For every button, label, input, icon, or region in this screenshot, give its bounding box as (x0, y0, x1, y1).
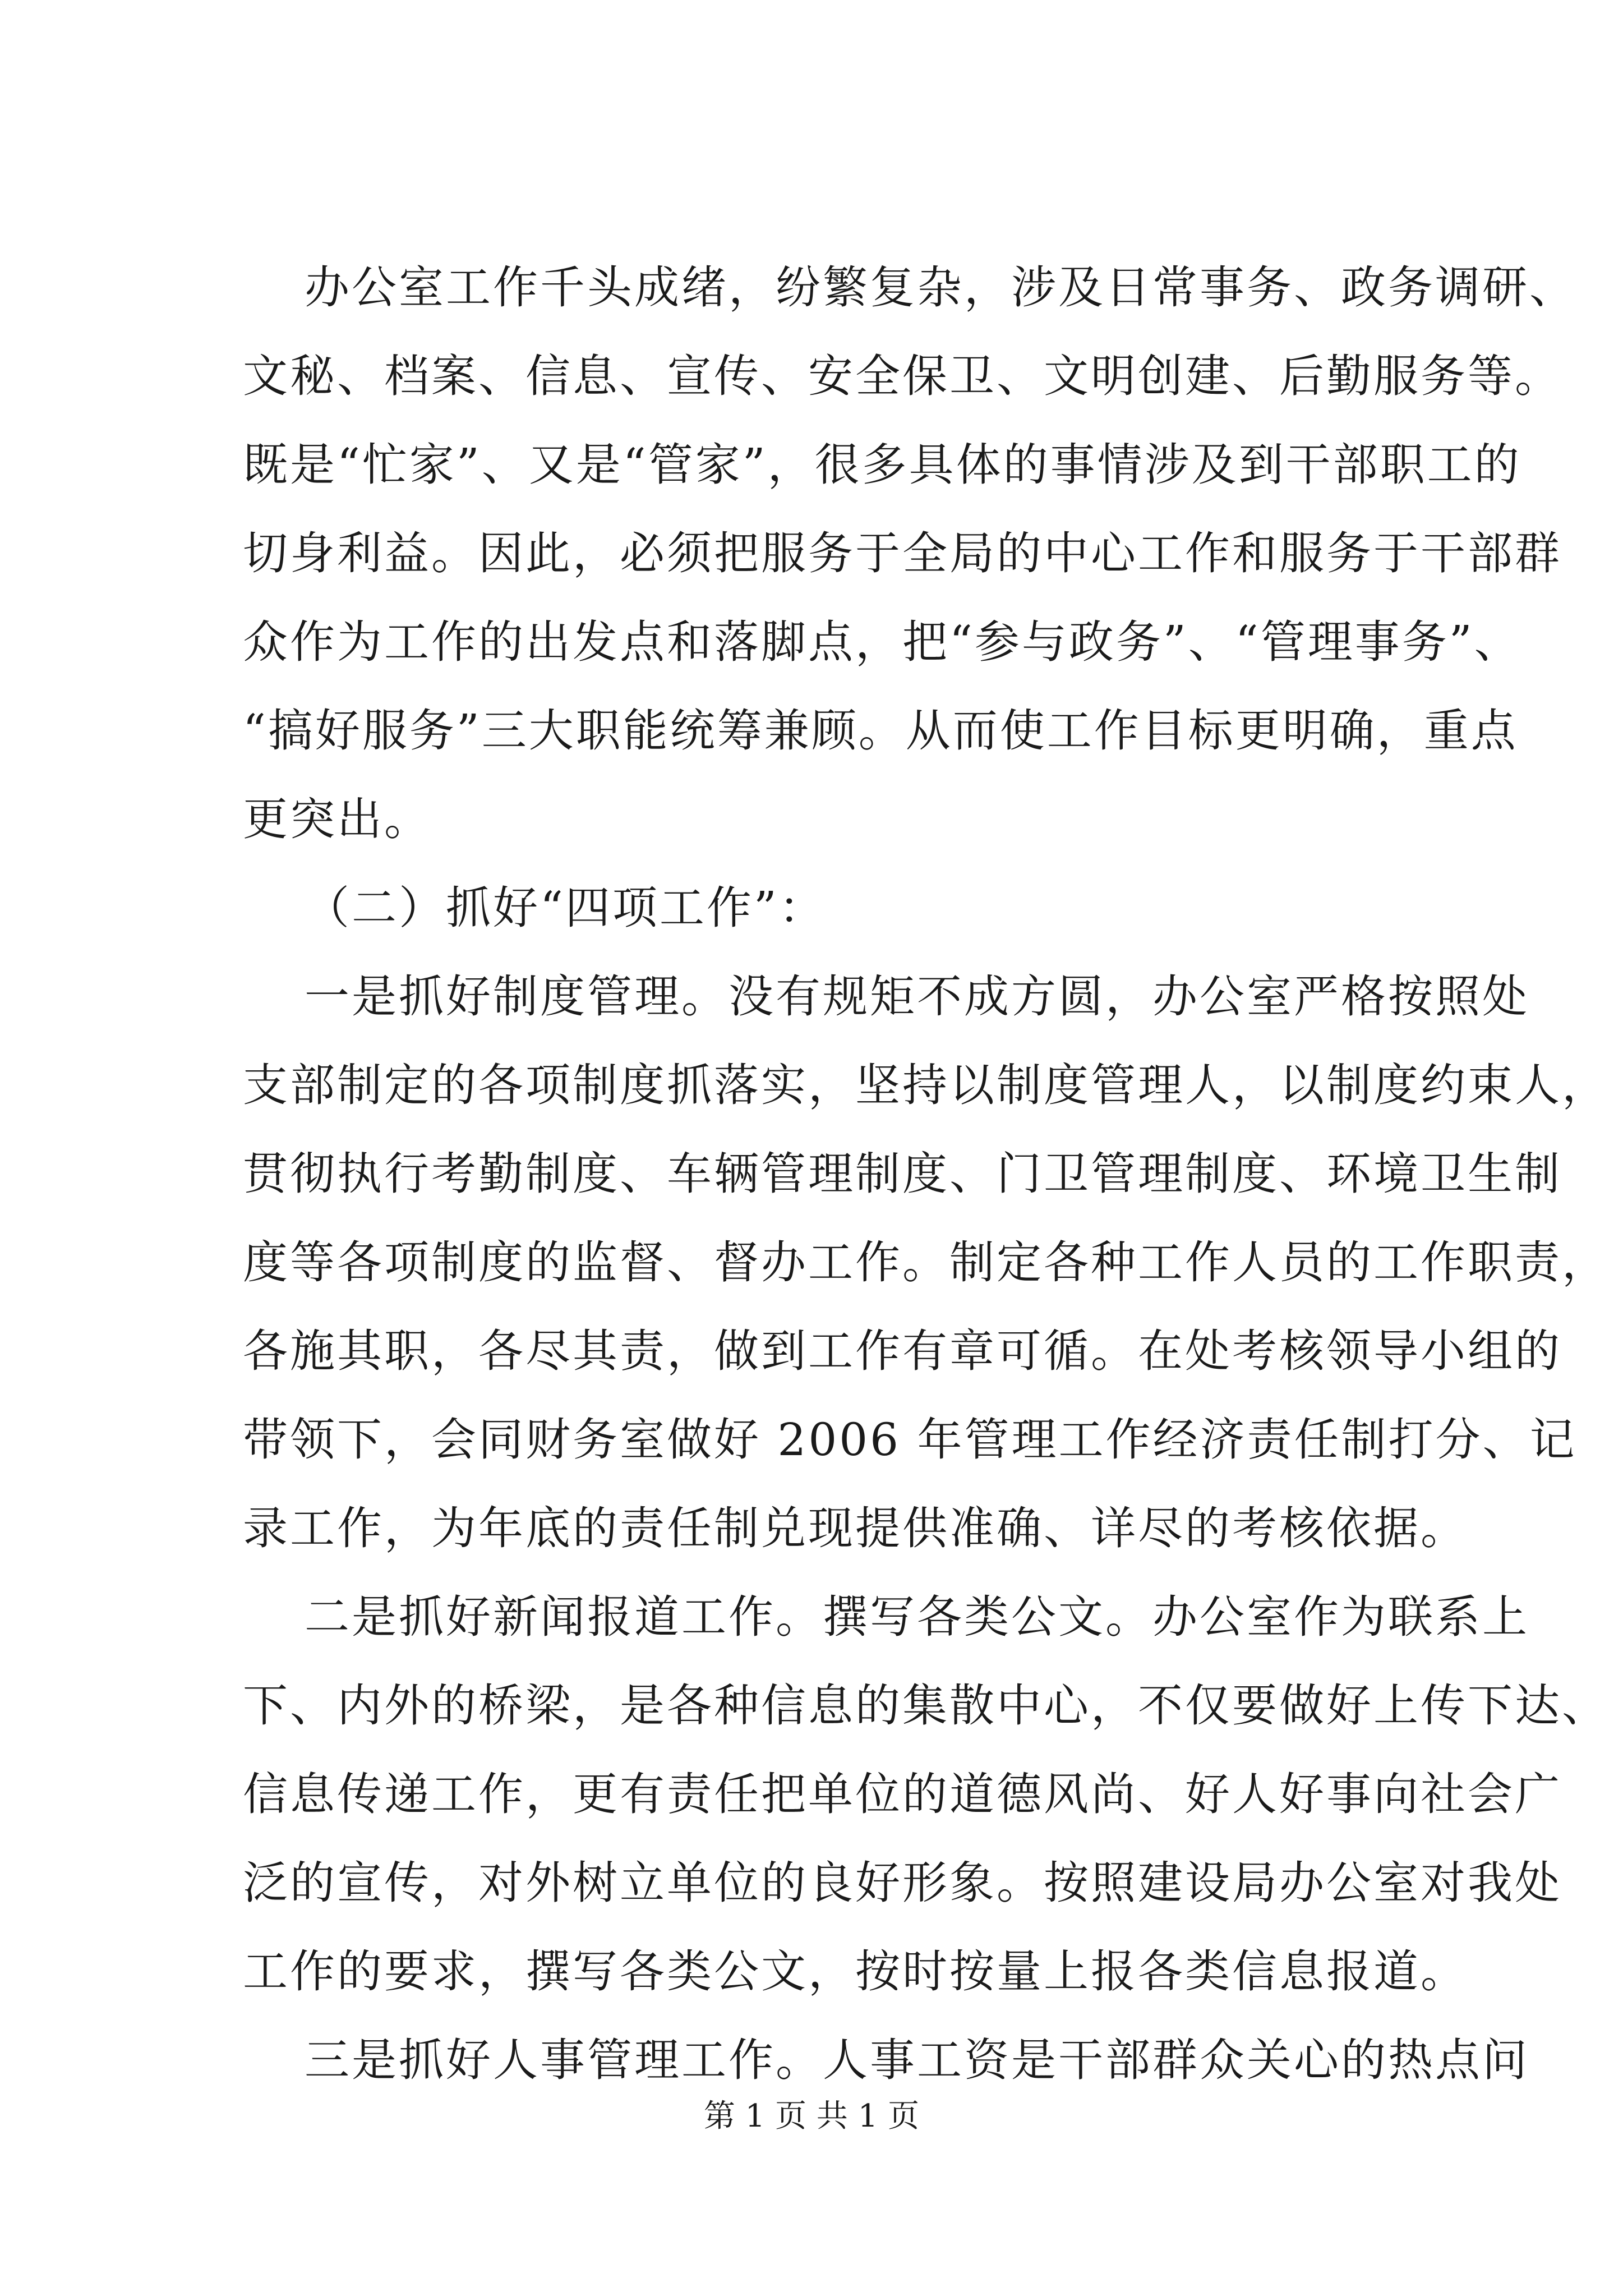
text-line: “搞好服务”三大职能统筹兼顾。从而使工作目标更明确，重点 (243, 705, 1518, 757)
text-line: 既是“忙家”、又是“管家”，很多具体的事情涉及到干部职工的 (243, 439, 1521, 491)
text-line: 度等各项制度的监督、督办工作。制定各种工作人员的工作职责， (243, 1236, 1609, 1289)
text-line: 一是抓好制度管理。没有规矩不成方圆，办公室严格按照处 (305, 970, 1529, 1023)
text-line: 三是抓好人事管理工作。人事工资是干部群众关心的热点问 (305, 2034, 1529, 2086)
text-line: 文秘、档案、信息、宣传、安全保卫、文明创建、后勤服务等。 (243, 350, 1562, 402)
text-line: 办公室工作千头成绪，纷繁复杂，涉及日常事务、政务调研、 (305, 261, 1576, 314)
text-line: 支部制定的各项制度抓落实，坚持以制度管理人，以制度约束人， (243, 1059, 1609, 1111)
text-line: 泛的宣传，对外树立单位的良好形象。按照建设局办公室对我处 (243, 1857, 1562, 1909)
text-line: 各施其职，各尽其责，做到工作有章可循。在处考核领导小组的 (243, 1325, 1562, 1377)
text-line: 二是抓好新闻报道工作。撰写各类公文。办公室作为联系上 (305, 1591, 1529, 1643)
text-line: 下、内外的桥梁，是各种信息的集散中心，不仅要做好上传下达、 (243, 1680, 1609, 1732)
text-line: 工作的要求，撰写各类公文，按时按量上报各类信息报道。 (243, 1945, 1468, 1998)
text-line: 贯彻执行考勤制度、车辆管理制度、门卫管理制度、环境卫生制 (243, 1148, 1562, 1200)
text-line: 带领下，会同财务室做好 2006 年管理工作经济责任制打分、记 (243, 1414, 1577, 1466)
text-line: 录工作，为年底的责任制兑现提供准确、详尽的考核依据。 (243, 1502, 1468, 1554)
text-line: 众作为工作的出发点和落脚点，把“参与政务”、“管理事务”、 (243, 616, 1521, 668)
text-line: 信息传递工作，更有责任把单位的道德风尚、好人好事向社会广 (243, 1768, 1562, 1820)
text-line: 更突出。 (243, 793, 431, 845)
page-footer: 第 1 页 共 1 页 (703, 2098, 920, 2134)
text-line: 切身利益。因此，必须把服务于全局的中心工作和服务于干部群 (243, 527, 1562, 579)
section-heading: （二）抓好“四项工作”： (305, 882, 826, 934)
